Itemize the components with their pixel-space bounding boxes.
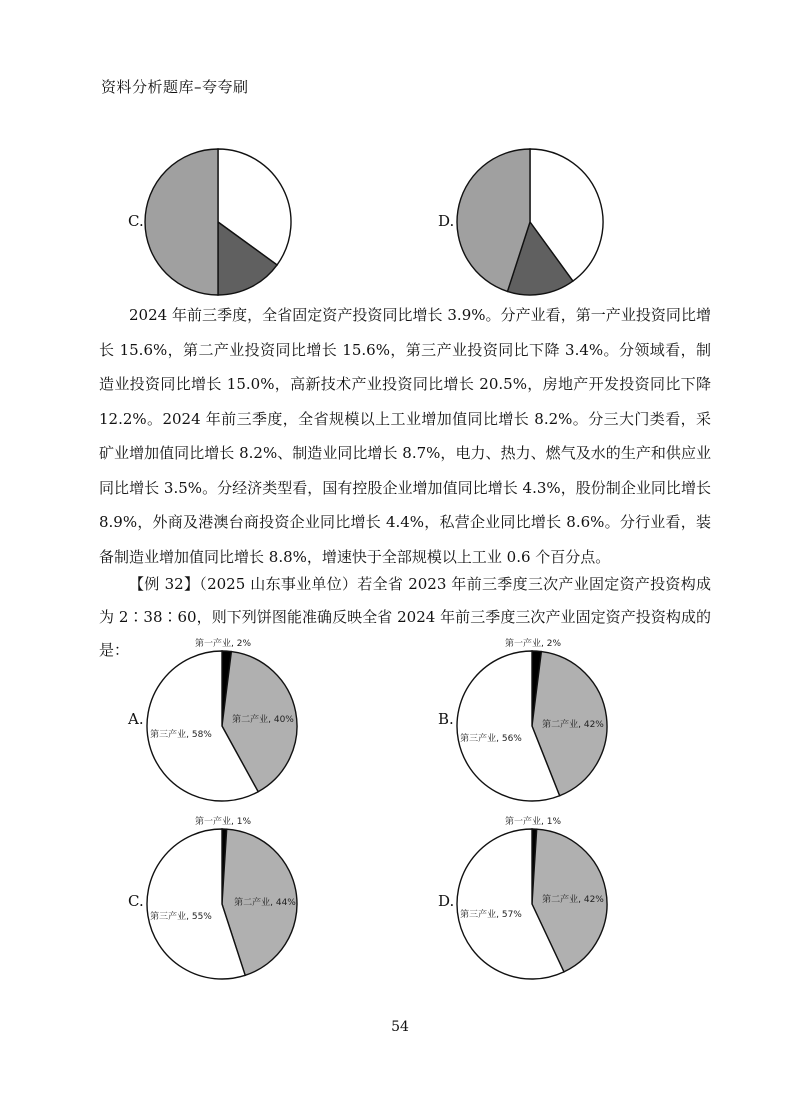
option-b-pie-chart <box>455 639 609 803</box>
option-b-tertiary-label: 第三产业, 56% <box>460 734 522 744</box>
option-a-tertiary-label: 第三产业, 58% <box>150 730 212 740</box>
question-text: 【例 32】（2025 山东事业单位）若全省 2023 年前三季度三次产业固定资产投资构成为 2∶38∶60，则下列饼图能准确反映全省 2024 年前三季度三次产业固定资产投资构成的是： <box>99 575 711 659</box>
option-d-secondary-label: 第二产业, 42% <box>542 895 604 905</box>
option-c-primary-label: 第一产业, 1% <box>195 817 251 827</box>
top-option-d-pie-chart <box>455 147 605 297</box>
option-d-primary-label: 第一产业, 1% <box>505 817 561 827</box>
page-number: 54 <box>391 1019 409 1035</box>
option-c-label[interactable]: C. <box>128 892 144 910</box>
option-b-label[interactable]: B. <box>438 710 454 728</box>
top-option-d-label[interactable]: D. <box>438 212 455 230</box>
option-c-secondary-label: 第二产业, 44% <box>234 898 296 908</box>
pie-top-c-slice-3 <box>145 149 218 295</box>
option-d-pie-chart <box>455 817 609 981</box>
option-a-label[interactable]: A. <box>128 710 144 728</box>
option-d-label[interactable]: D. <box>438 892 455 910</box>
top-option-c-pie-chart <box>143 147 293 297</box>
option-c-tertiary-label: 第三产业, 55% <box>150 912 212 922</box>
option-d-tertiary-label: 第三产业, 57% <box>460 910 522 920</box>
top-option-c-label[interactable]: C. <box>128 212 144 230</box>
option-c-pie-chart <box>145 817 299 981</box>
option-a-primary-label: 第一产业, 2% <box>195 639 251 649</box>
option-a-secondary-label: 第二产业, 40% <box>232 715 294 725</box>
option-b-primary-label: 第一产业, 2% <box>505 639 561 649</box>
option-b-secondary-label: 第二产业, 42% <box>542 720 604 730</box>
material-passage <box>99 298 711 574</box>
passage-text: 2024 年前三季度，全省固定资产投资同比增长 3.9%。分产业看，第一产业投资同比增长 15.6%，第二产业投资同比增长 15.6%，第三产业投资同比下降 3.4%。分领域看，制造业投资同比增长 15.0%，高新技术产业投资同比增长 20.5%，房地产开发投资同比下降 12.2%。2024 年前三季度，全省规模以上工业增加值同比增长 8.2%。分三大门类看，采矿业增加值同比增长 8.2%、制造业同比增长 8.7%，电力、热力、燃气及水的生产和供应业同比增长 3.5%。分经济类型看，国有控股企业增加值同比增长 4.3%，股份制企业同比增长 8.9%，外商及港澳台商投资企业同比增长 4.4%，私营企业同比增长 8.6%。分行业看，装备制造业增加值同比增长 8.8%，增速快于全部规模以上工业 0.6 个百分点。 <box>99 306 711 566</box>
page-header: 资料分析题库–夸夸刷 <box>101 78 249 96</box>
option-a-pie-chart <box>145 639 299 803</box>
